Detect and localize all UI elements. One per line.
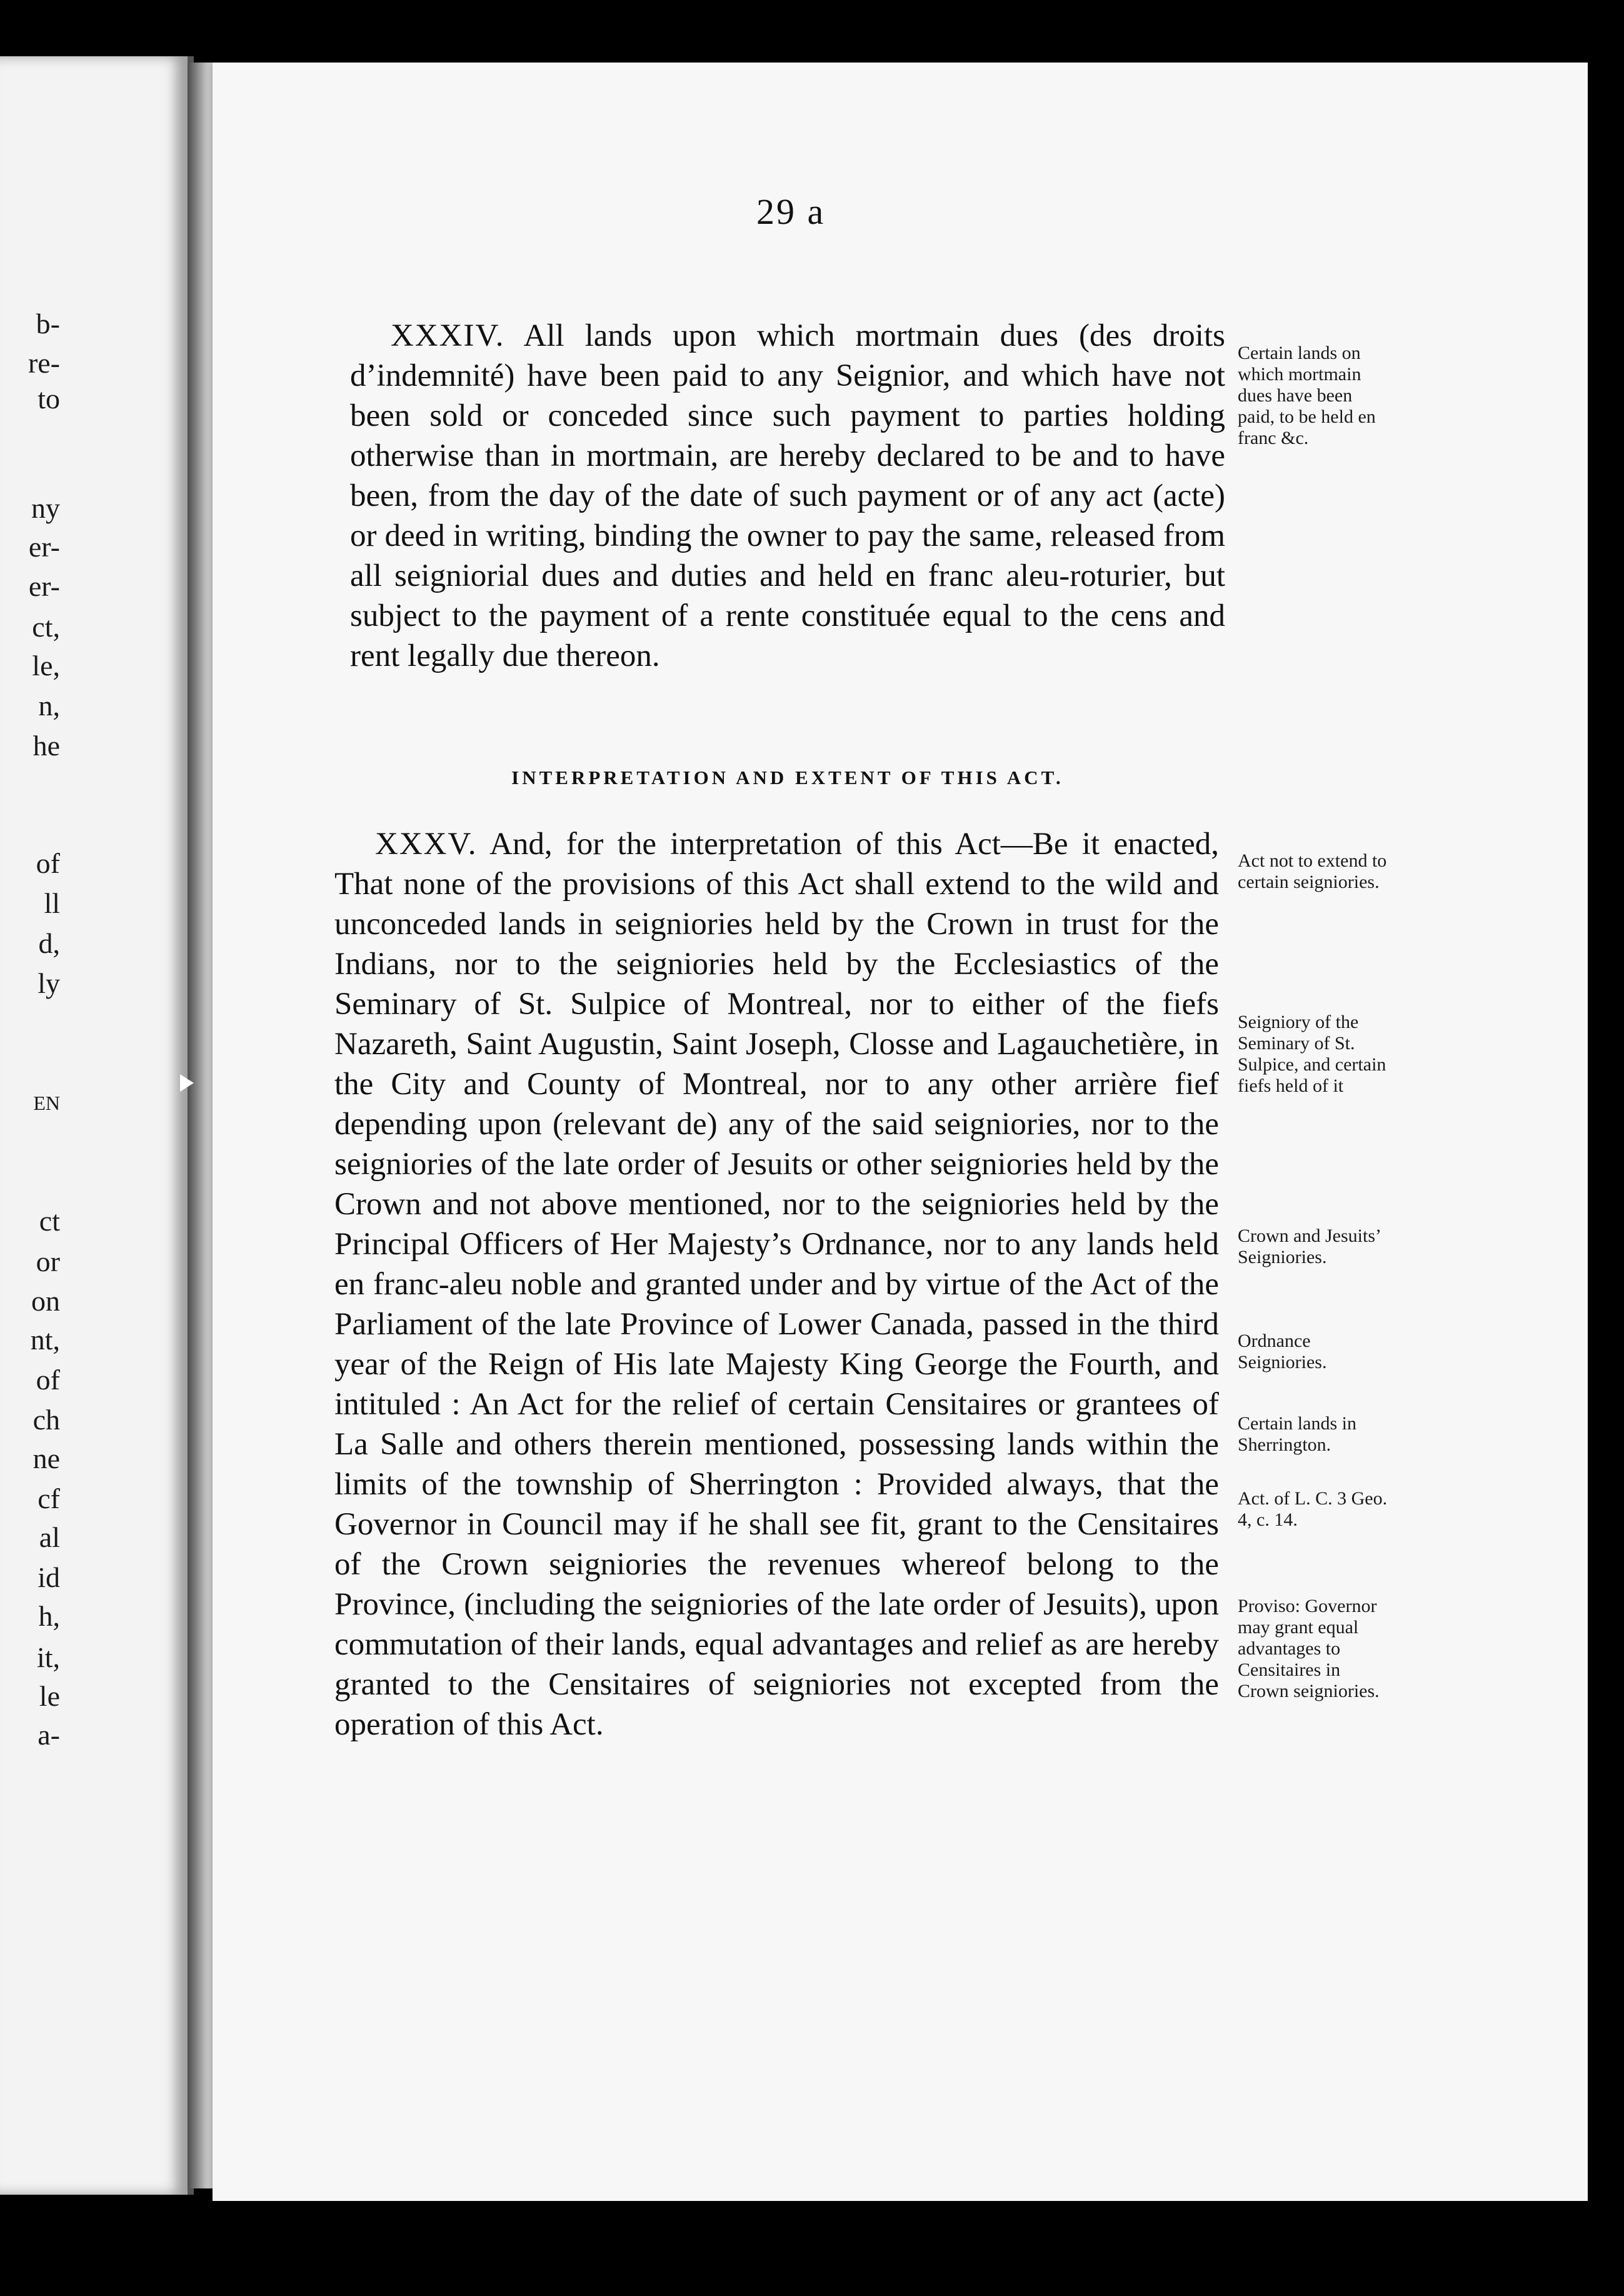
- facing-page-fragment: h,: [38, 1600, 60, 1632]
- facing-page-fragment: ch: [33, 1404, 60, 1436]
- facing-page-fragment: a-: [38, 1719, 60, 1751]
- page-number: 29 a: [756, 191, 826, 232]
- facing-page-fragment: n,: [38, 690, 60, 722]
- facing-page-fragment: ne: [33, 1443, 60, 1474]
- margin-note: Ordnance Seigniories.: [1238, 1331, 1327, 1372]
- facing-page-fragment: of: [36, 1364, 60, 1396]
- section-xxxv: [334, 824, 1219, 1745]
- facing-page-edge: [0, 56, 194, 2195]
- facing-page-fragment: nt,: [30, 1324, 60, 1356]
- facing-page-fragment: of: [36, 847, 60, 879]
- section-number: XXXV.: [375, 827, 478, 862]
- facing-page-fragment: it,: [36, 1641, 60, 1673]
- facing-page-fragment: id: [38, 1561, 60, 1593]
- margin-note: Act. of L. C. 3 Geo. 4, c. 14.: [1238, 1488, 1388, 1530]
- facing-page-fragment: le,: [32, 650, 60, 682]
- margin-note: Certain lands on which mortmain dues have been paid, to be held en franc &c.: [1238, 343, 1376, 448]
- facing-page-fragment: ct,: [32, 611, 60, 643]
- facing-page-fragment: er-: [28, 531, 60, 563]
- margin-note: Seigniory of the Seminary of St. Sulpice, and certain fiefs held of it: [1238, 1012, 1386, 1096]
- facing-page-fragment: EN: [33, 1092, 60, 1114]
- facing-page-fragment: he: [33, 730, 60, 762]
- section-text: All lands upon which mortmain dues (des droits d’indemnité) have been paid to any Seignior, and which have not been sold or conceded since such payment to parties holding otherwise than in mortmain, are hereby declared to be and to have been, from the day of the date of such payment or of any act (acte) or deed in writing, binding the owner to pay the same, released from all seigniorial dues and duties and held en franc aleu-roturier, but subject to the payment of a rente constituée equal to the cens and rent legally due thereon.: [350, 318, 1225, 673]
- facing-page-fragment: al: [39, 1521, 60, 1553]
- facing-page-fragment: cf: [38, 1483, 60, 1514]
- facing-page-fragment: ct: [39, 1205, 60, 1237]
- margin-note: Certain lands in Sherrington.: [1238, 1413, 1356, 1455]
- section-text: And, for the interpretation of this Act—Be it enacted, That none of the provisions of this Act shall extend to the wild and unconceded lands in seigniories held by the Crown in trust for the Indians, nor to the seigniories held by the Ecclesiastics of the Seminary of St. Sulpice of Montreal, nor to either of the fiefs Nazareth, Saint Augustin, Saint Joseph, Closse and Lagauchetière, in the City and County of Montreal, nor to any other arrière fief depending upon (relevant de) any of the said seigniories, nor to the seigniories of the late order of Jesuits or other seigniories held by the Crown and not above mentioned, nor to the seigniories held by the Principal Officers of Her Majesty’s Ordnance, nor to any lands held en franc-aleu noble and granted under and by virtue of the Act of the Parliament of the late Province of Lower Canada, passed in the third year of the Reign of His late Majesty King George the Fourth, and intituled : An Act for the relief of certain Censitaires or grantees of La Salle and others therein mentioned, possessing lands within the limits of the township of Sherrington : Provided always, that the Governor in Council may if he shall see fit, grant to the Censitaires of the Crown seigniories the revenues whereof belong to the Province, (including the seigniories of the late order of Jesuits), upon commutation of their lands, equal advantages and relief as are hereby granted to the Censitaires of seigniories not excepted from the operation of this Act.: [334, 827, 1219, 1742]
- facing-page-fragment: ny: [31, 492, 60, 524]
- section-heading: INTERPRETATION AND EXTENT OF THIS ACT.: [511, 767, 1064, 788]
- margin-note: Crown and Jesuits’ Seigniories.: [1238, 1226, 1380, 1267]
- facing-page-fragment: ly: [38, 967, 60, 999]
- facing-page-fragment: b-: [36, 308, 60, 340]
- facing-page-fragment: er-: [28, 570, 60, 602]
- facing-page-fragment: or: [36, 1246, 60, 1277]
- facing-page-fragment: on: [31, 1285, 60, 1317]
- facing-page-fragment: re-: [28, 347, 60, 379]
- facing-page-fragment: d,: [38, 927, 60, 959]
- margin-note: Proviso: Governor may grant equal advantages to Censitaires in Crown seigniories.: [1238, 1596, 1380, 1701]
- facing-page-fragment: to: [38, 383, 60, 415]
- section-xxxiv: [350, 316, 1225, 676]
- margin-note: Act not to extend to certain seigniories.: [1238, 850, 1387, 892]
- section-number: XXXIV.: [391, 318, 505, 353]
- facing-page-fragment: ll: [44, 887, 60, 919]
- facing-page-fragment: le: [39, 1680, 60, 1712]
